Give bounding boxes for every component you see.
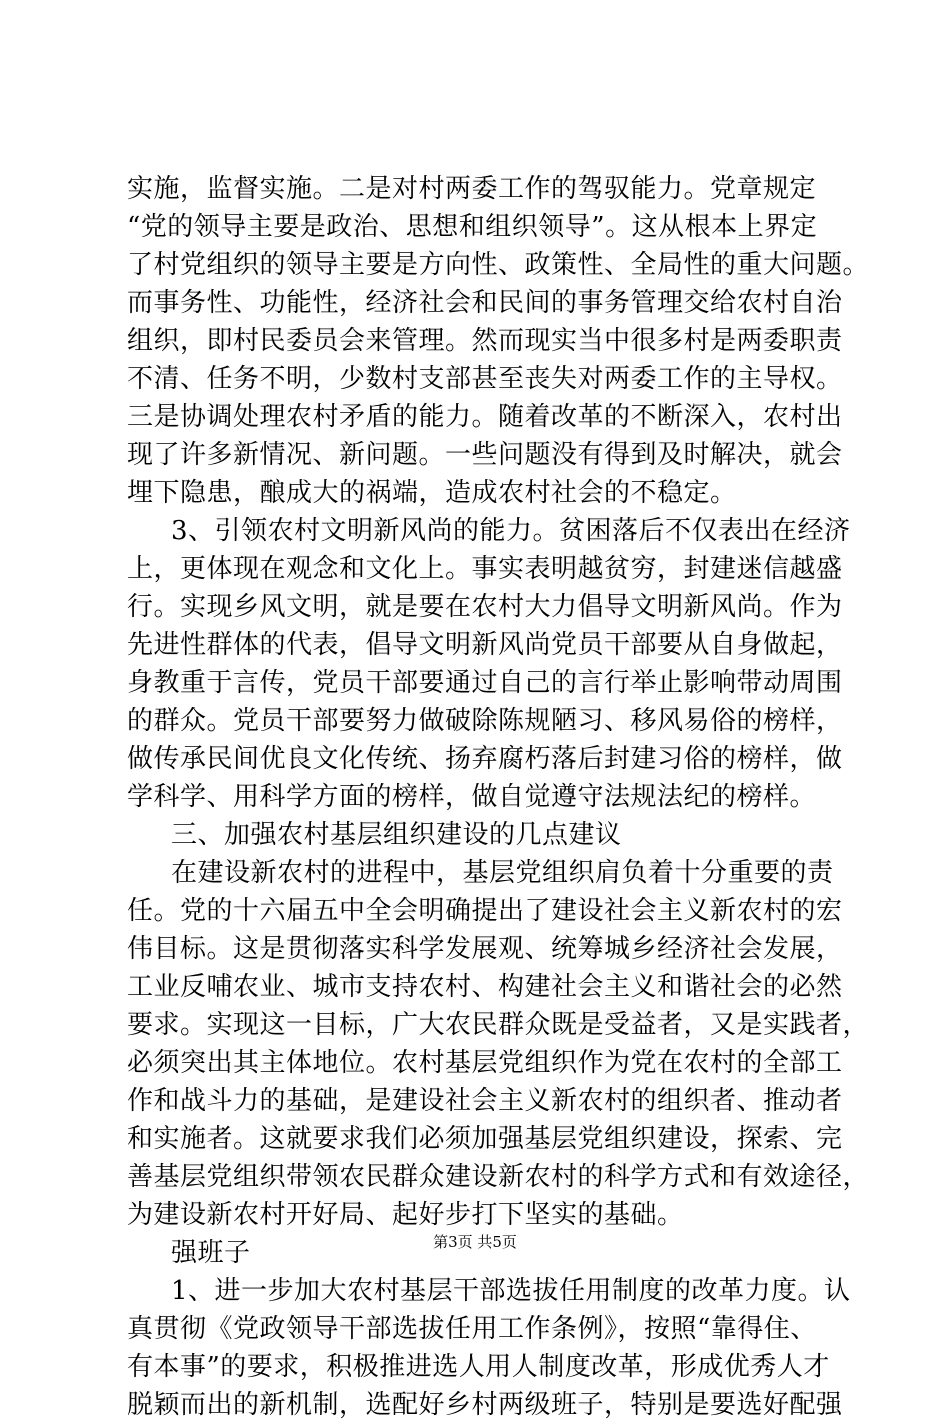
text-line: 上，更体现在观念和文化上。事实表明越贫穷，封建迷信越盛 <box>127 554 843 584</box>
text-line: 3、引领农村文明新风尚的能力。贫困落后不仅表出在经济 <box>171 516 851 546</box>
text-line: 实施，监督实施。二是对村两委工作的驾驭能力。党章规定 <box>127 174 817 204</box>
text-line: 三、加强农村基层组织建设的几点建议 <box>171 820 622 850</box>
text-line: 要求。实现这一目标，广大农民群众既是受益者，又是实践者， <box>127 1010 870 1040</box>
text-line: 先进性群体的代表，倡导文明新风尚党员干部要从自身做起， <box>127 630 843 660</box>
text-line: 现了许多新情况、新问题。一些问题没有得到及时解决，就会 <box>127 440 843 470</box>
text-line: 伟目标。这是贯彻落实科学发展观、统筹城乡经济社会发展， <box>127 934 843 964</box>
text-line: 强班子 <box>171 1238 251 1268</box>
text-line: 作和战斗力的基础，是建设社会主义新农村的组织者、推动者 <box>127 1086 843 1116</box>
text-line: 三是协调处理农村矛盾的能力。随着改革的不断深入，农村出 <box>127 402 843 432</box>
text-line: 组织，即村民委员会来管理。然而现实当中很多村是两委职责 <box>127 326 843 356</box>
text-line: 有本事”的要求，积极推进选人用人制度改革，形成优秀人才 <box>127 1352 830 1382</box>
text-line: 学科学、用科学方面的榜样，做自觉遵守法规法纪的榜样。 <box>127 782 817 812</box>
text-line: 为建设新农村开好局、起好步打下坚实的基础。 <box>127 1200 684 1230</box>
text-line: 工业反哺农业、城市支持农村、构建社会主义和谐社会的必然 <box>127 972 843 1002</box>
text-line: 的群众。党员干部要努力做破除陈规陋习、移风易俗的榜样， <box>127 706 843 736</box>
text-line: 任。党的十六届五中全会明确提出了建设社会主义新农村的宏 <box>127 896 843 926</box>
text-line: 埋下隐患，酿成大的祸端，造成农村社会的不稳定。 <box>127 478 737 508</box>
text-line: 真贯彻《党政领导干部选拔任用工作条例》，按照“靠得住、 <box>127 1314 817 1344</box>
text-line: 在建设新农村的进程中，基层党组织肩负着十分重要的责 <box>171 858 834 888</box>
text-line: 1、进一步加大农村基层干部选拔任用制度的改革力度。认 <box>171 1276 851 1306</box>
text-line: 善基层党组织带领农民群众建设新农村的科学方式和有效途径， <box>127 1162 870 1192</box>
text-line: 不清、任务不明，少数村支部甚至丧失对两委工作的主导权。 <box>127 364 843 394</box>
text-line: 而事务性、功能性，经济社会和民间的事务管理交给农村自治 <box>127 288 843 318</box>
page-footer: 第3页 共5页 <box>433 1233 517 1251</box>
text-line: 身教重于言传，党员干部要通过自己的言行举止影响带动周围 <box>127 668 843 698</box>
text-line: 了村党组织的领导主要是方向性、政策性、全局性的重大问题。 <box>127 250 870 280</box>
text-line: “党的领导主要是政治、思想和组织领导”。这从根本上界定 <box>127 212 818 242</box>
text-line: 必须突出其主体地位。农村基层党组织作为党在农村的全部工 <box>127 1048 843 1078</box>
text-line: 行。实现乡风文明，就是要在农村大力倡导文明新风尚。作为 <box>127 592 843 622</box>
text-line: 脱颖而出的新机制，选配好乡村两级班子，特别是要选好配强 <box>127 1390 843 1420</box>
text-line: 和实施者。这就要求我们必须加强基层党组织建设，探索、完 <box>127 1124 843 1154</box>
text-line: 做传承民间优良文化传统、扬弃腐朽落后封建习俗的榜样，做 <box>127 744 843 774</box>
